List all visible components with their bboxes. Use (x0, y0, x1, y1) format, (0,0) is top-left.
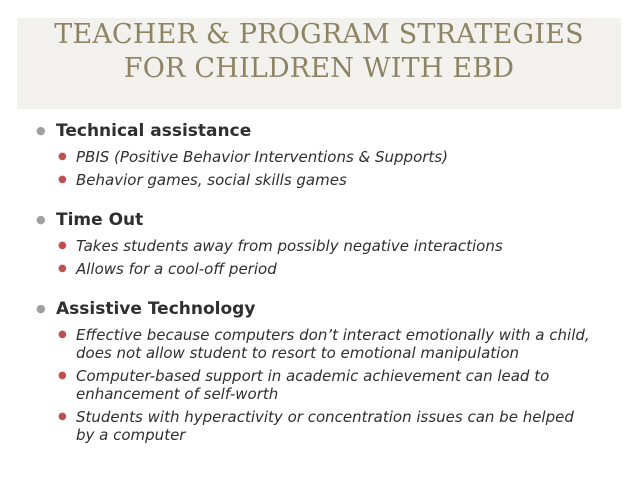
sub-bullet-text: Students with hyperactivity or concentration issues can be helped by a computer (76, 408, 574, 444)
sub-bullet-text: Behavior games, social skills games (76, 171, 347, 189)
bullet-dot-icon: ● (58, 411, 67, 422)
sub-bullet (34, 326, 596, 362)
sub-bullet-text: Takes students away from possibly negative interactions (76, 237, 503, 255)
bullet-dot-icon: ● (58, 263, 67, 274)
sub-bullet (34, 260, 596, 278)
sub-bullet-text: Allows for a cool-off period (76, 260, 277, 278)
bullet-dot-icon: ● (58, 329, 67, 340)
title-line-1: TEACHER & PROGRAM STRATEGIES (54, 19, 584, 50)
section-assistive-technology (34, 298, 614, 444)
sub-bullet (34, 237, 596, 255)
heading-text: Assistive Technology (56, 299, 256, 319)
sub-bullet-text: PBIS (Positive Behavior Interventions & Supports) (76, 148, 448, 166)
bullet-dot-icon: ● (58, 151, 67, 162)
sub-bullet (34, 171, 596, 189)
bullet-dot-icon: ● (58, 240, 67, 251)
bullet-dot-icon: ● (36, 124, 46, 137)
sub-bullet-text: Computer-based support in academic achievement can lead to enhancement of self-worth (76, 367, 550, 403)
sub-bullet (34, 148, 596, 166)
section-time-out (34, 209, 614, 278)
bullet-dot-icon: ● (36, 213, 46, 226)
bullet-content (34, 120, 614, 464)
heading-text: Technical assistance (56, 121, 252, 141)
sub-bullet (34, 408, 596, 444)
bullet-dot-icon: ● (36, 302, 46, 315)
bullet-heading (34, 298, 614, 320)
slide-title (0, 18, 638, 86)
bullet-heading (34, 209, 614, 231)
sub-bullet (34, 367, 596, 403)
sub-bullet-text: Effective because computers don’t interact emotionally with a child, does not allow student to resort to emotional manipulation (76, 326, 590, 362)
bullet-heading (34, 120, 614, 142)
section-technical-assistance (34, 120, 614, 189)
bullet-dot-icon: ● (58, 370, 67, 381)
bullet-dot-icon: ● (58, 174, 67, 185)
title-line-2: FOR CHILDREN WITH EBD (123, 53, 515, 84)
heading-text: Time Out (56, 210, 144, 230)
